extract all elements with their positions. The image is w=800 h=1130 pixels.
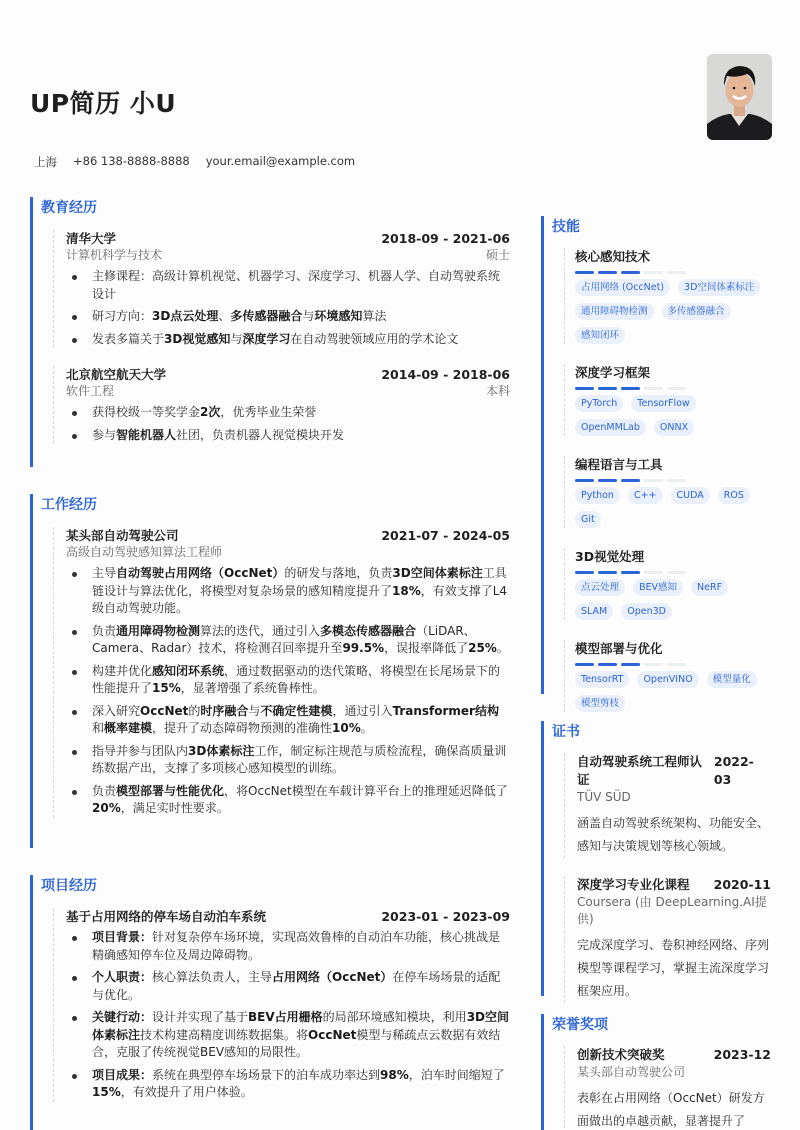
skill-tag: PyTorch <box>575 395 623 412</box>
level-dash <box>644 387 663 390</box>
level-dash <box>621 479 640 482</box>
bullet-list <box>66 404 510 444</box>
certificates-title: 证书 <box>552 724 580 740</box>
certificate-description: 完成深度学习、卷积神经网络、序列模型等课程学习，掌握主流深度学习框架应用。 <box>577 938 770 998</box>
skill-tag: OpenVINO <box>637 671 698 688</box>
degree: 硕士 <box>485 248 510 262</box>
skill-tag: 模型量化 <box>707 671 757 688</box>
certificate-name: 深度学习专业化课程 <box>577 877 690 892</box>
education-entry <box>53 230 510 348</box>
awards-section <box>541 1014 771 1130</box>
skill-tags <box>575 579 771 620</box>
skill-group <box>564 640 771 712</box>
level-dash <box>667 271 686 274</box>
skill-tag: C++ <box>628 487 663 504</box>
award-issuer: 某头部自动驾驶公司 <box>577 1065 686 1079</box>
skill-group-name: 核心感知技术 <box>575 249 651 264</box>
bullet-list <box>66 565 510 818</box>
work-section <box>30 494 510 848</box>
awards-title: 荣誉奖项 <box>552 1017 608 1033</box>
award-list <box>544 1046 771 1130</box>
bullet-item: 研习方向：3D点云处理、多传感器融合与环境感知算法 <box>66 308 510 326</box>
skill-group-name: 3D视觉处理 <box>575 549 645 564</box>
bullet-item: 个人职责：核心算法负责人，主导占用网络（OccNet）在停车场场景的适配与优化。 <box>66 969 510 1004</box>
skill-tag: 多传感器融合 <box>662 303 731 320</box>
level-dash <box>598 387 617 390</box>
skill-tag: ROS <box>718 487 750 504</box>
level-dash <box>644 571 663 574</box>
skill-tag: CUDA <box>671 487 710 504</box>
certificate-list <box>544 753 771 1003</box>
contact-email[interactable]: your.email@example.com <box>205 154 356 168</box>
bullet-item: 关键行动：设计并实现了基于BEV占用栅格的局部环境感知模块，利用3D空间体素标注技术构建高精度训练数据集。将OccNet模型与稀疏点云数据有效结合，克服了传统视觉BEV感知的局限性。 <box>66 1009 510 1062</box>
skill-tag: Git <box>575 511 601 528</box>
skill-level-bar <box>575 271 771 274</box>
skills-section <box>541 216 771 709</box>
skill-group <box>564 548 771 620</box>
candidate-name: UP简历 小U <box>30 89 177 118</box>
certificate-issuer: TÜV SÜD <box>577 790 631 804</box>
skill-tag: Open3D <box>621 603 672 620</box>
level-dash <box>644 663 663 666</box>
level-dash <box>598 271 617 274</box>
school-name: 北京航空航天大学 <box>66 367 167 382</box>
certificate-date: 2022-03 <box>713 754 754 787</box>
skill-tag: OpenMMLab <box>575 419 646 436</box>
certificate-entry <box>564 753 771 858</box>
skill-level-bar <box>575 571 771 574</box>
bullet-item: 参与智能机器人社团，负责机器人视觉模块开发 <box>66 427 510 445</box>
major: 计算机科学与技术 <box>66 248 163 262</box>
profile-photo <box>707 54 772 140</box>
bullet-item: 负责模型部署与性能优化，将OccNet模型在车载计算平台上的推理延迟降低了20%，满足实时性要求。 <box>66 783 510 818</box>
project-name: 基于占用网络的停车场自动泊车系统 <box>66 909 267 924</box>
certificate-entry <box>564 876 771 1003</box>
company-name: 某头部自动驾驶公司 <box>66 528 179 543</box>
education-section <box>30 197 510 467</box>
skill-tag: ONNX <box>654 419 694 436</box>
degree: 本科 <box>485 384 510 398</box>
bullet-item: 项目背景：针对复杂停车场环境，实现高效鲁棒的自动泊车功能，核心挑战是精确感知停车位及周边障碍物。 <box>66 929 510 964</box>
skill-tag: 模型剪枝 <box>575 695 625 712</box>
work-title: 工作经历 <box>41 497 97 513</box>
skill-group <box>564 364 771 436</box>
level-dash <box>575 271 594 274</box>
skill-group <box>564 248 771 344</box>
skill-tag: BEV感知 <box>633 579 683 596</box>
award-name: 创新技术突破奖 <box>577 1047 665 1062</box>
award-entry <box>564 1046 771 1130</box>
certificate-date: 2020-11 <box>713 877 771 892</box>
skill-tag: 点云处理 <box>575 579 625 596</box>
skill-group-name: 深度学习框架 <box>575 365 651 380</box>
edu-dates: 2014-09 - 2018-06 <box>381 367 510 382</box>
work-entry <box>53 527 510 818</box>
education-entry <box>53 366 510 444</box>
bullet-item: 负责通用障碍物检测算法的迭代，通过引入多模态传感器融合（LiDAR、Camera、Radar）技术，将检测召回率提升至99.5%，误报率降低了25%。 <box>66 623 510 658</box>
contact-info <box>34 154 355 170</box>
skill-tag: Python <box>575 487 620 504</box>
level-dash <box>598 571 617 574</box>
work-dates: 2021-07 - 2024-05 <box>381 528 510 543</box>
skill-tag: 3D空间体素标注 <box>678 279 760 296</box>
projects-section <box>30 875 510 1130</box>
skill-tag: 占用网络 (OccNet) <box>575 279 670 296</box>
bullet-item: 获得校级一等奖学金2次，优秀毕业生荣誉 <box>66 404 510 422</box>
skill-group-name: 模型部署与优化 <box>575 641 663 656</box>
bullet-item: 构建并优化感知闭环系统，通过数据驱动的迭代策略，将模型在长尾场景下的性能提升了15%，显著增强了系统鲁棒性。 <box>66 663 510 698</box>
major: 软件工程 <box>66 384 115 398</box>
certificate-issuer: Coursera (由 DeepLearning.AI提供) <box>577 895 767 926</box>
skill-tags <box>575 671 771 712</box>
skill-tag: 感知闭环 <box>575 327 625 344</box>
skill-tags <box>575 487 771 528</box>
level-dash <box>667 663 686 666</box>
bullet-item: 深入研究OccNet的时序融合与不确定性建模，通过引入Transformer结构和概率建模，提升了动态障碍物预测的准确性10%。 <box>66 703 510 738</box>
skill-groups <box>544 248 771 712</box>
skill-tags <box>575 395 771 436</box>
award-date: 2023-12 <box>713 1047 771 1062</box>
level-dash <box>621 663 640 666</box>
school-name: 清华大学 <box>66 231 117 246</box>
projects-title: 项目经历 <box>41 878 97 894</box>
level-dash <box>621 387 640 390</box>
level-dash <box>575 387 594 390</box>
level-dash <box>667 571 686 574</box>
contact-phone: +86 138-8888-8888 <box>73 154 190 168</box>
bullet-list <box>66 268 510 348</box>
level-dash <box>621 271 640 274</box>
education-title: 教育经历 <box>41 200 97 216</box>
contact-city: 上海 <box>34 155 57 169</box>
level-dash <box>598 663 617 666</box>
level-dash <box>667 479 686 482</box>
level-dash <box>644 479 663 482</box>
certificates-section <box>541 721 771 996</box>
skill-tag: SLAM <box>575 603 613 620</box>
level-dash <box>575 663 594 666</box>
skill-tag: NeRF <box>691 579 728 596</box>
bullet-item: 项目成果：系统在典型停车场场景下的泊车成功率达到98%，泊车时间缩短了15%，有效提升了用户体验。 <box>66 1067 510 1102</box>
level-dash <box>644 271 663 274</box>
skill-tag: 通用障碍物检测 <box>575 303 654 320</box>
level-dash <box>575 571 594 574</box>
edu-dates: 2018-09 - 2021-06 <box>381 231 510 246</box>
bullet-item: 主修课程：高级计算机视觉、机器学习、深度学习、机器人学、自动驾驶系统设计 <box>66 268 510 303</box>
level-dash <box>598 479 617 482</box>
skill-level-bar <box>575 663 771 666</box>
level-dash <box>667 387 686 390</box>
skill-group <box>564 456 771 528</box>
project-dates: 2023-01 - 2023-09 <box>381 909 510 924</box>
bullet-item: 指导并参与团队内3D体素标注工作，制定标注规范与质检流程，确保高质量训练数据产出，支撑了多项核心感知模型的训练。 <box>66 743 510 778</box>
job-role: 高级自动驾驶感知算法工程师 <box>66 545 223 559</box>
skill-tag: TensorFlow <box>631 395 695 412</box>
skills-title: 技能 <box>552 219 580 235</box>
skill-tags <box>575 279 771 344</box>
skill-tag: TensorRT <box>575 671 629 688</box>
certificate-name: 自动驾驶系统工程师认证 <box>577 754 703 787</box>
skill-level-bar <box>575 387 771 390</box>
bullet-item: 发表多篇关于3D视觉感知与深度学习在自动驾驶领域应用的学术论文 <box>66 331 510 349</box>
bullet-list <box>66 929 510 1102</box>
bullet-item: 主导自动驾驶占用网络（OccNet）的研发与落地，负责3D空间体素标注工具链设计与算法优化，将模型对复杂场景的感知精度提升了18%，有效支撑了L4级自动驾驶功能。 <box>66 565 510 618</box>
level-dash <box>575 479 594 482</box>
level-dash <box>621 571 640 574</box>
skill-group-name: 编程语言与工具 <box>575 457 663 472</box>
certificate-description: 涵盖自动驾驶系统架构、功能安全、感知与决策规划等核心领域。 <box>577 816 770 853</box>
skill-level-bar <box>575 479 771 482</box>
award-description: 表彰在占用网络（OccNet）研发方面做出的卓越贡献，显著提升了 <box>577 1091 765 1128</box>
project-entry <box>53 908 510 1102</box>
